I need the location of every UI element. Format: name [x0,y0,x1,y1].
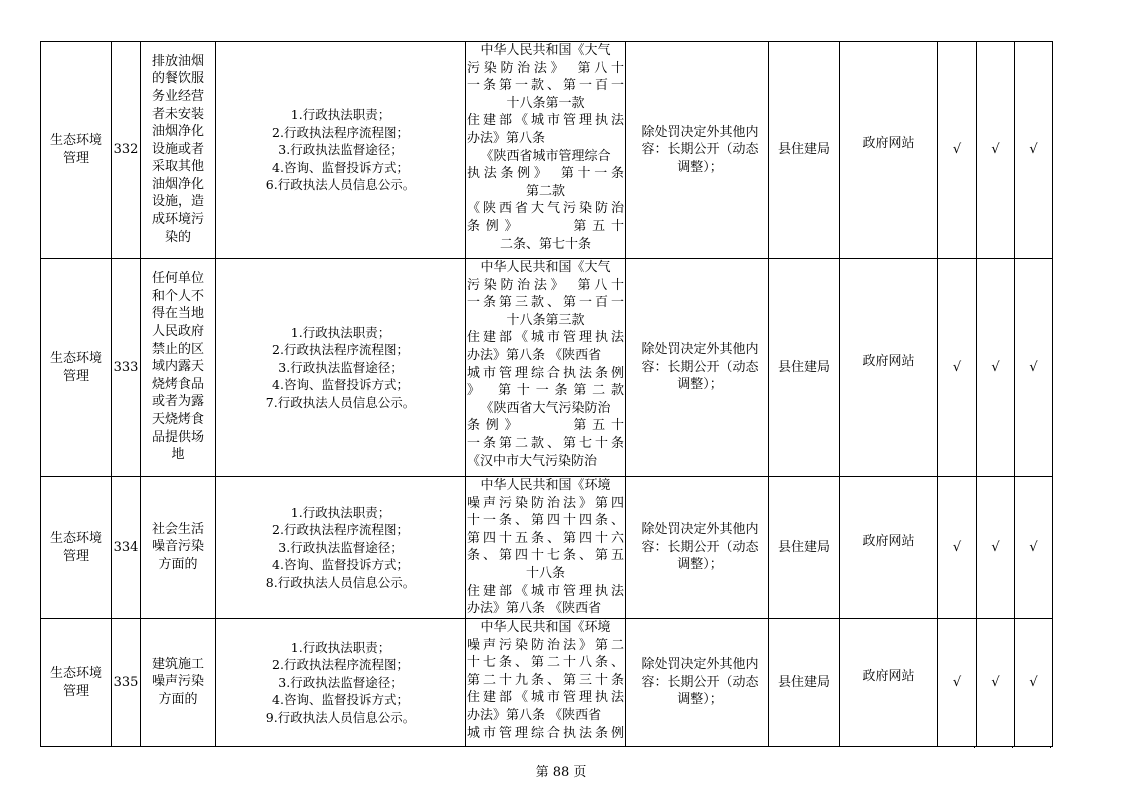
category-text: 生态环境 管理 [49,133,102,166]
check-cell-a: √ [938,619,977,747]
category-cell [41,477,112,619]
content-line: 6.行政执法人员信息公示。 [265,177,416,193]
table-row [41,619,1053,747]
item-number-cell: 334 [112,477,141,619]
content-line: 3.行政执法监督途径； [278,359,403,375]
disclosure-channel-text: 政府网站 [862,533,915,549]
content-line: 2.行政执法程序流程图； [272,657,409,673]
check-cell-b: √ [977,42,1015,259]
legal-basis-cell [466,619,626,747]
category-text: 生态环境 管理 [49,665,102,699]
legal-basis-line: 条、第四十七条、第五 [467,548,624,564]
check-cell-c: √ [1015,259,1053,477]
page-number: 第 88 页 [535,765,587,780]
content-line: 9.行政执法人员信息公示。 [265,709,416,725]
table-edge-line [974,746,975,748]
legal-basis-line: 《陕西省大气污染防治 [467,201,624,217]
legal-basis-line: 噪声污染防治法》第二 [467,637,624,653]
table-row [41,259,1053,477]
legal-basis-line: 十八条第一款 [506,95,585,111]
legal-basis-line: 污染防治法》 第八十 [467,60,624,76]
legal-basis-line: 第二款 [525,183,565,199]
disclosure-channel-cell [840,619,938,747]
disclosure-content-cell [216,477,466,619]
legal-basis-line: 办法》第八条 《陕西省 [467,347,602,363]
legal-basis-line: 住建部《城市管理执法 [467,690,624,706]
item-name-cell [141,619,216,747]
item-number-cell: 335 [112,619,141,747]
legal-basis-box [466,619,625,745]
content-line: 3.行政执法监督途径； [278,539,403,555]
item-name-text: 建筑施工 噪声污染 方面的 [151,656,204,707]
disclosure-channel-cell [840,259,938,477]
disclosure-time-cell [626,259,769,477]
disclosure-table [40,41,1053,747]
item-name-text: 任何单位 和个人不 得在当地 人民政府 禁止的区 域内露天 烧烤食品 或者为露 天烧烤食 品提供场 地 [151,271,204,463]
legal-basis-line: 《汉中市大气污染防治 [467,453,598,469]
legal-basis-line: 噪声污染防治法》第四 [467,495,624,511]
item-number-cell: 332 [112,42,141,259]
legal-basis-line: 第二十九条、第三十条 [467,672,624,688]
content-line: 4.咨询、监督投诉方式； [272,692,409,708]
item-name-text: 排放油烟 的餐饮服 务业经营 者未安装 油烟净化 设施或者 采取其他 油烟净化 设施，造 成环境污 染的 [151,53,204,245]
item-number-cell: 333 [112,259,141,477]
content-line: 4.咨询、监督投诉方式； [272,557,409,573]
legal-basis-line: 条例》 第五十 [467,218,624,234]
check-cell-c: √ [1015,477,1053,619]
disclosure-time-cell [626,477,769,619]
item-name-text: 社会生活 噪音污染 方面的 [151,521,204,572]
legal-basis-line: 住建部《城市管理执法 [467,330,624,346]
disclosure-time-cell [626,619,769,747]
legal-basis-line: 办法》第八条 [467,130,546,146]
legal-basis-cell [466,42,626,259]
check-cell-c: √ [1015,42,1053,259]
content-line: 1.行政执法职责； [290,107,391,123]
legal-basis-cell [466,259,626,477]
check-cell-b: √ [977,259,1015,477]
disclosure-channel-cell [840,42,938,259]
category-cell [41,259,112,477]
table-edge-line [1050,746,1051,748]
disclosure-content-cell [216,619,466,747]
legal-basis-line: 二条、第七十条 [499,236,591,252]
legal-basis-line: 一条第三款、第一百一 [467,295,624,311]
category-text: 生态环境 管理 [49,530,102,564]
content-line: 3.行政执法监督途径； [278,142,403,158]
content-line: 2.行政执法程序流程图； [272,124,409,140]
disclosure-channel-cell [840,477,938,619]
content-line: 1.行政执法职责； [290,639,391,655]
disclosure-subject-cell: 县住建局 [769,42,840,259]
legal-basis-cell [466,477,626,619]
legal-basis-box [466,477,625,617]
check-cell-b: √ [977,619,1015,747]
content-line: 2.行政执法程序流程图； [272,522,409,538]
legal-basis-line: 中华人民共和国《大气 [480,43,611,58]
legal-basis-line: 一条第一款、第一百一 [467,78,624,94]
legal-basis-line: 污染防治法》 第八十 [467,277,624,293]
legal-basis-line: 条例》 第五十 [467,418,624,434]
disclosure-content-cell [216,42,466,259]
content-line: 2.行政执法程序流程图； [272,342,409,358]
item-name-cell [141,259,216,477]
legal-basis-line: 城市管理综合执法条例 [467,365,624,381]
check-cell-a: √ [938,42,977,259]
disclosure-subject-cell: 县住建局 [769,477,840,619]
table-edge-line [1012,746,1013,748]
legal-basis-box [466,259,625,475]
disclosure-content-cell [216,259,466,477]
legal-basis-line: 办法》第八条 《陕西省 [467,601,602,617]
disclosure-time-cell [626,42,769,259]
legal-basis-line: 》 第十一条第二款 [467,383,624,399]
legal-basis-line: 城市管理综合执法条例 [467,725,624,741]
disclosure-subject-cell: 县住建局 [769,619,840,747]
disclosure-time-text: 除处罚决定外其他内 容：长期公开（动态 调整）； [641,522,759,573]
legal-basis-line: 中华人民共和国《大气 [480,260,611,275]
legal-basis-box [466,42,625,257]
legal-basis-line: 中华人民共和国《环境 [480,478,611,493]
table-body [41,42,1053,747]
content-line: 1.行政执法职责； [290,504,391,520]
legal-basis-line: 一条第二款、第七十条 [467,435,624,451]
table-row [41,42,1053,259]
legal-basis-line: 执法条例》 第十一条 [467,166,624,182]
legal-basis-line: 十八条第三款 [506,312,585,328]
legal-basis-line: 中华人民共和国《环境 [480,620,611,635]
disclosure-time-text: 除处罚决定外其他内 容：长期公开（动态 调整）； [641,124,759,175]
legal-basis-line: 十七条、第二十八条、 [467,655,624,671]
check-cell-a: √ [938,477,977,619]
legal-basis-line: 《陕西省大气污染防治 [480,400,611,416]
legal-basis-line: 十八条 [525,565,565,581]
disclosure-channel-text: 政府网站 [862,353,915,369]
check-cell-b: √ [977,477,1015,619]
disclosure-subject-cell: 县住建局 [769,259,840,477]
category-text: 生态环境 管理 [49,350,102,384]
disclosure-time-text: 除处罚决定外其他内 容：长期公开（动态 调整）； [641,657,759,708]
content-line: 4.咨询、监督投诉方式； [272,377,409,393]
legal-basis-line: 住建部《城市管理执法 [467,583,624,599]
legal-basis-line: 第四十五条、第四十六 [467,530,624,546]
content-line: 7.行政执法人员信息公示。 [265,394,416,410]
legal-basis-line: 《陕西省城市管理综合 [480,148,611,164]
category-cell [41,42,112,259]
content-line: 1.行政执法职责； [290,324,391,340]
category-cell [41,619,112,747]
legal-basis-line: 十一条、第四十四条、 [467,513,624,529]
content-line: 3.行政执法监督途径； [278,674,403,690]
check-cell-a: √ [938,259,977,477]
item-name-cell [141,477,216,619]
disclosure-channel-text: 政府网站 [862,668,915,684]
disclosure-time-text: 除处罚决定外其他内 容：长期公开（动态 调整）； [641,342,759,393]
check-cell-c: √ [1015,619,1053,747]
legal-basis-line: 住建部《城市管理执法 [467,113,624,129]
table-row [41,477,1053,619]
disclosure-channel-text: 政府网站 [862,136,915,152]
content-line: 4.咨询、监督投诉方式； [272,159,409,175]
item-name-cell [141,42,216,259]
legal-basis-line: 办法》第八条 《陕西省 [467,707,602,723]
content-line: 8.行政执法人员信息公示。 [265,574,416,590]
